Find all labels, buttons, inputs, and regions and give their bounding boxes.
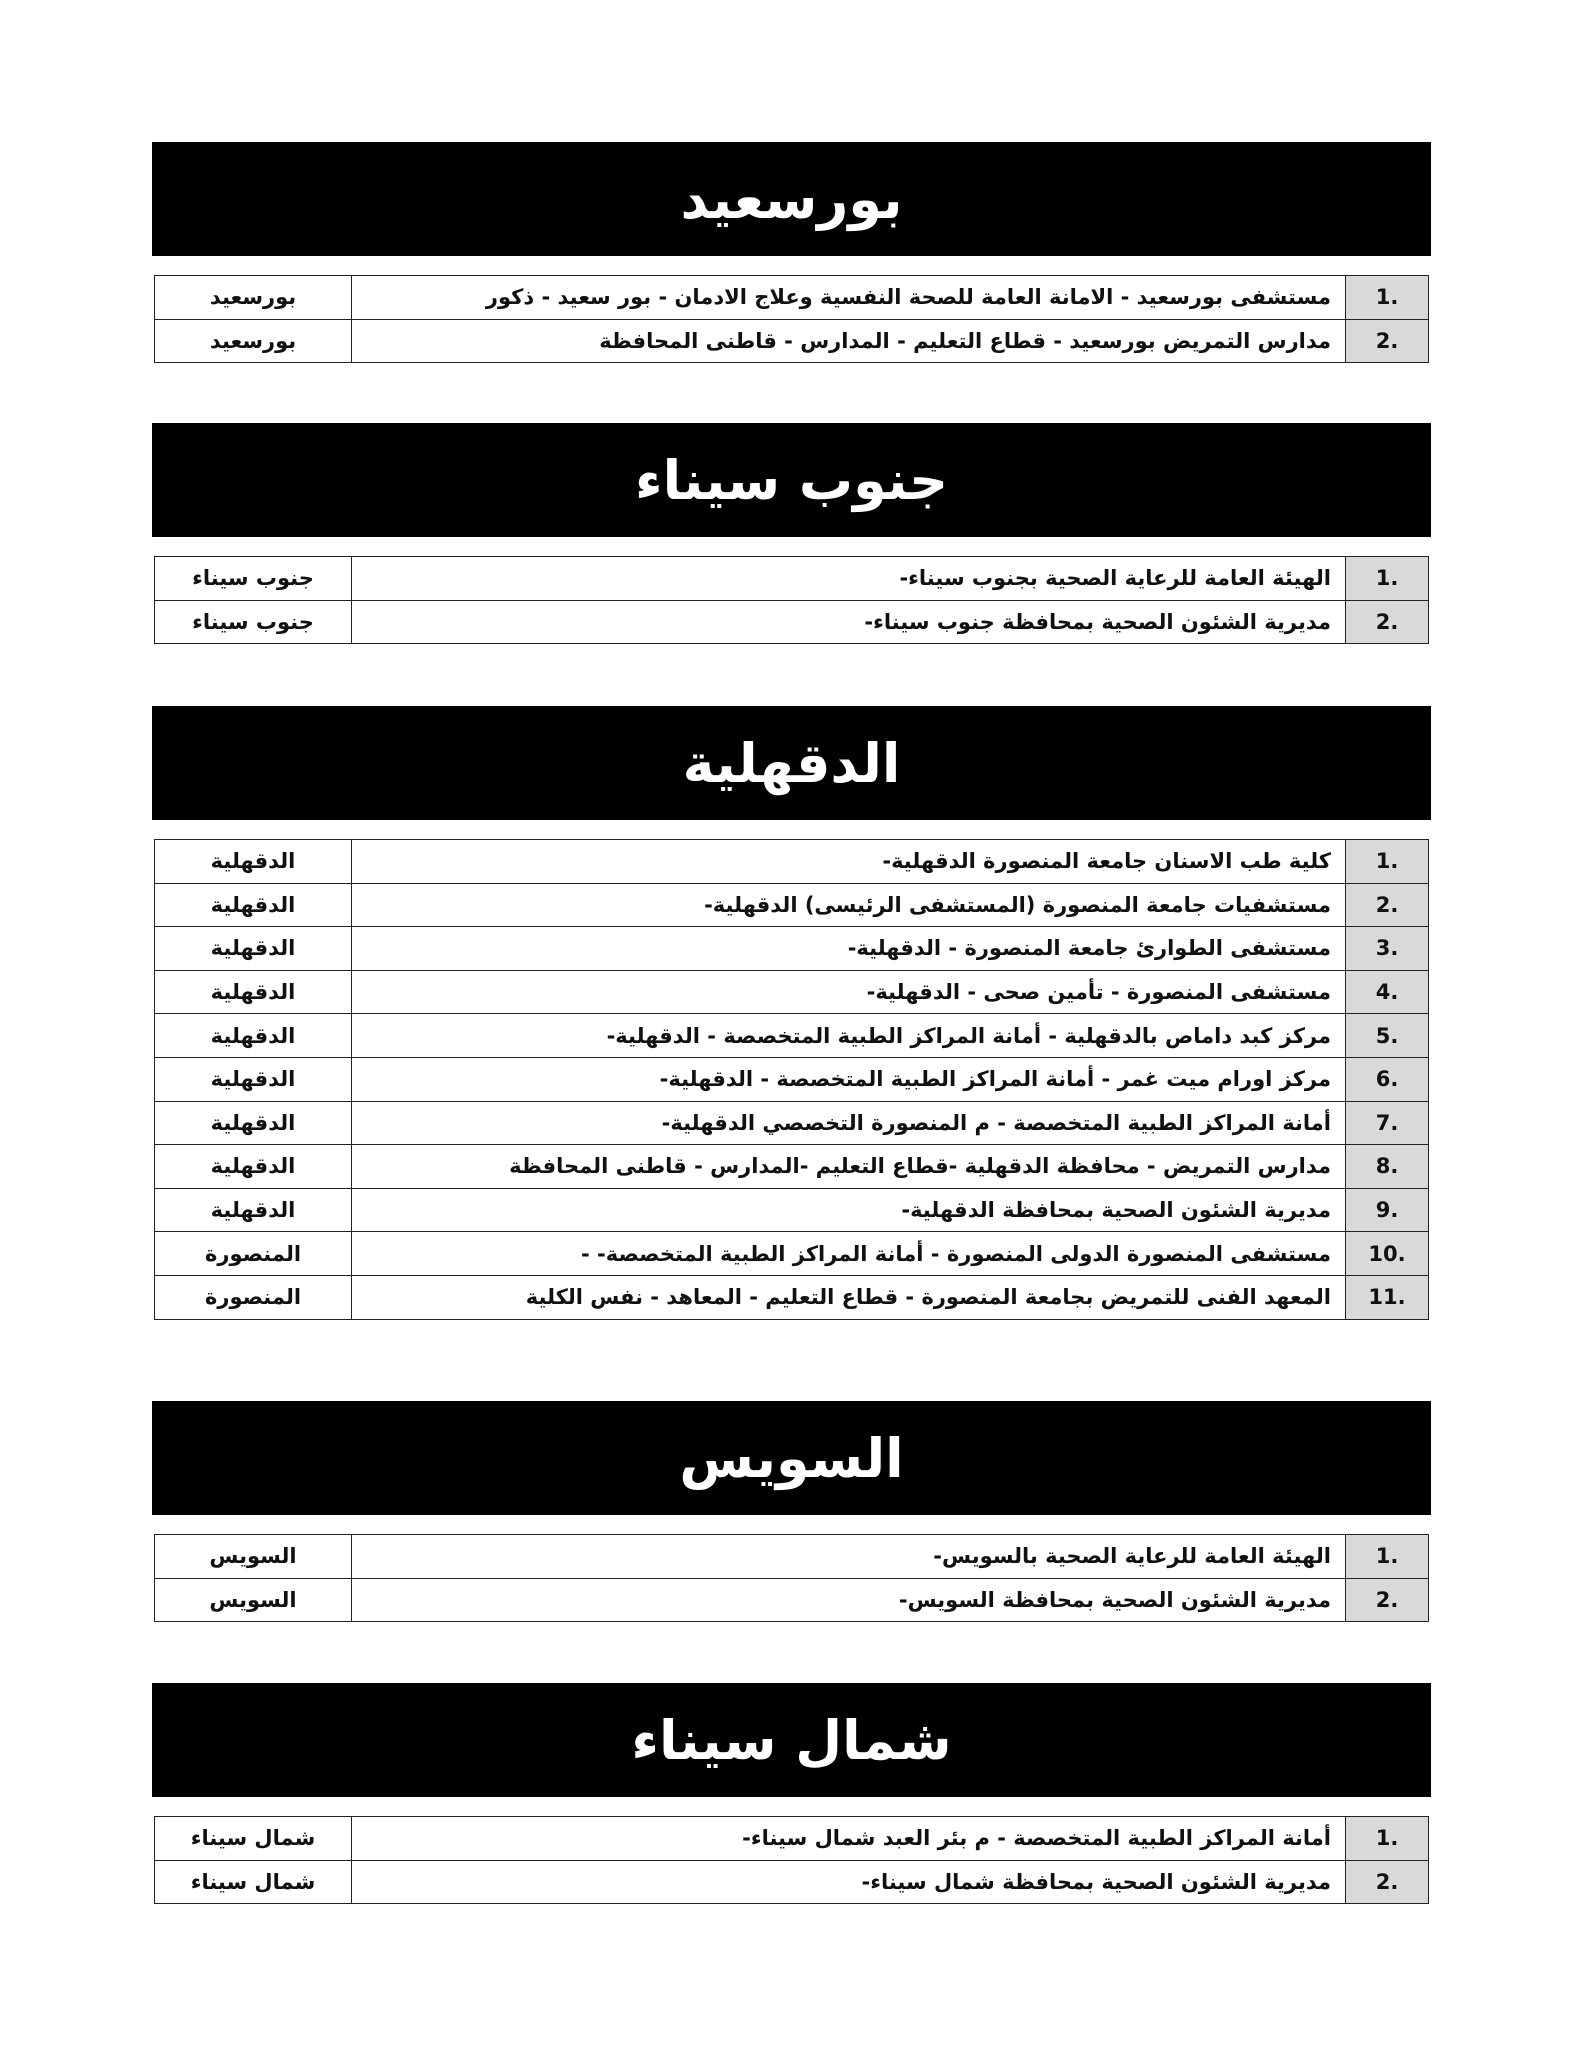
section-title: السويس: [679, 1426, 904, 1490]
row-governorate: الدقهلية: [155, 840, 352, 884]
table-row: [155, 276, 1429, 320]
row-description: أمانة المراكز الطبية المتخصصة - م المنصورة التخصصي الدقهلية-: [352, 1101, 1346, 1145]
row-description: أمانة المراكز الطبية المتخصصة - م بئر العبد شمال سيناء-: [352, 1817, 1346, 1861]
table-row: [155, 557, 1429, 601]
section-title: الدقهلية: [682, 731, 901, 795]
row-number: 1.: [1346, 1535, 1429, 1579]
row-description: مستشفى الطوارئ جامعة المنصورة - الدقهلية-: [352, 927, 1346, 971]
row-governorate: السويس: [155, 1535, 352, 1579]
table-row: [155, 840, 1429, 884]
section-table-dakahlia: [154, 839, 1429, 1320]
row-description: مركز كبد داماص بالدقهلية - أمانة المراكز الطبية المتخصصة - الدقهلية-: [352, 1014, 1346, 1058]
section-table-suez: [154, 1534, 1429, 1622]
row-governorate: بورسعيد: [155, 319, 352, 363]
section-header-south-sinai: [152, 423, 1431, 537]
row-governorate: شمال سيناء: [155, 1817, 352, 1861]
table-row: [155, 1232, 1429, 1276]
table-row: [155, 1145, 1429, 1189]
row-number: 8.: [1346, 1145, 1429, 1189]
row-governorate: شمال سيناء: [155, 1860, 352, 1904]
row-governorate: الدقهلية: [155, 1188, 352, 1232]
row-description: مستشفيات جامعة المنصورة (المستشفى الرئيسى) الدقهلية-: [352, 883, 1346, 927]
section-title: جنوب سيناء: [635, 448, 948, 512]
row-number: 5.: [1346, 1014, 1429, 1058]
row-description: الهيئة العامة للرعاية الصحية بالسويس-: [352, 1535, 1346, 1579]
row-number: 7.: [1346, 1101, 1429, 1145]
section-title: شمال سيناء: [631, 1708, 952, 1772]
row-governorate: جنوب سيناء: [155, 557, 352, 601]
row-governorate: الدقهلية: [155, 1145, 352, 1189]
table-row: [155, 1188, 1429, 1232]
row-number: 2.: [1346, 1578, 1429, 1622]
row-number: 2.: [1346, 883, 1429, 927]
row-governorate: بورسعيد: [155, 276, 352, 320]
row-description: مديرية الشئون الصحية بمحافظة السويس-: [352, 1578, 1346, 1622]
section-table-south-sinai: [154, 556, 1429, 644]
row-number: 2.: [1346, 1860, 1429, 1904]
table-row: [155, 927, 1429, 971]
row-number: 2.: [1346, 600, 1429, 644]
row-governorate: المنصورة: [155, 1275, 352, 1319]
row-description: مديرية الشئون الصحية بمحافظة الدقهلية-: [352, 1188, 1346, 1232]
section-header-suez: [152, 1401, 1431, 1515]
row-governorate: الدقهلية: [155, 1057, 352, 1101]
row-description: مركز اورام ميت غمر - أمانة المراكز الطبية المتخصصة - الدقهلية-: [352, 1057, 1346, 1101]
row-governorate: الدقهلية: [155, 970, 352, 1014]
table-row: [155, 883, 1429, 927]
row-number: 2.: [1346, 319, 1429, 363]
table-row: [155, 600, 1429, 644]
row-number: 10.: [1346, 1232, 1429, 1276]
section-table-north-sinai: [154, 1816, 1429, 1904]
row-description: كلية طب الاسنان جامعة المنصورة الدقهلية-: [352, 840, 1346, 884]
row-description: مستشفى المنصورة الدولى المنصورة - أمانة المراكز الطبية المتخصصة- -: [352, 1232, 1346, 1276]
row-description: مديرية الشئون الصحية بمحافظة جنوب سيناء-: [352, 600, 1346, 644]
section-header-dakahlia: [152, 706, 1431, 820]
row-number: 6.: [1346, 1057, 1429, 1101]
section-table-portsaid: [154, 275, 1429, 363]
section-title: بورسعيد: [680, 167, 903, 231]
row-description: مستشفى بورسعيد - الامانة العامة للصحة النفسية وعلاج الادمان - بور سعيد - ذكور: [352, 276, 1346, 320]
table-row: [155, 1578, 1429, 1622]
table-row: [155, 1057, 1429, 1101]
table-row: [155, 319, 1429, 363]
section-header-north-sinai: [152, 1683, 1431, 1797]
row-number: 11.: [1346, 1275, 1429, 1319]
table-row: [155, 1860, 1429, 1904]
table-row: [155, 970, 1429, 1014]
table-row: [155, 1817, 1429, 1861]
row-number: 1.: [1346, 1817, 1429, 1861]
row-governorate: الدقهلية: [155, 1014, 352, 1058]
row-governorate: الدقهلية: [155, 927, 352, 971]
row-description: المعهد الفنى للتمريض بجامعة المنصورة - قطاع التعليم - المعاهد - نفس الكلية: [352, 1275, 1346, 1319]
row-number: 1.: [1346, 276, 1429, 320]
row-governorate: جنوب سيناء: [155, 600, 352, 644]
row-description: مستشفى المنصورة - تأمين صحى - الدقهلية-: [352, 970, 1346, 1014]
row-number: 1.: [1346, 840, 1429, 884]
row-number: 3.: [1346, 927, 1429, 971]
table-row: [155, 1535, 1429, 1579]
row-governorate: السويس: [155, 1578, 352, 1622]
row-number: 9.: [1346, 1188, 1429, 1232]
table-row: [155, 1014, 1429, 1058]
row-governorate: الدقهلية: [155, 883, 352, 927]
row-description: مدارس التمريض - محافظة الدقهلية -قطاع التعليم -المدارس - قاطنى المحافظة: [352, 1145, 1346, 1189]
table-row: [155, 1101, 1429, 1145]
row-number: 1.: [1346, 557, 1429, 601]
row-description: الهيئة العامة للرعاية الصحية بجنوب سيناء-: [352, 557, 1346, 601]
row-number: 4.: [1346, 970, 1429, 1014]
row-description: مدارس التمريض بورسعيد - قطاع التعليم - المدارس - قاطنى المحافظة: [352, 319, 1346, 363]
table-row: [155, 1275, 1429, 1319]
row-governorate: المنصورة: [155, 1232, 352, 1276]
section-header-portsaid: [152, 142, 1431, 256]
row-description: مديرية الشئون الصحية بمحافظة شمال سيناء-: [352, 1860, 1346, 1904]
row-governorate: الدقهلية: [155, 1101, 352, 1145]
